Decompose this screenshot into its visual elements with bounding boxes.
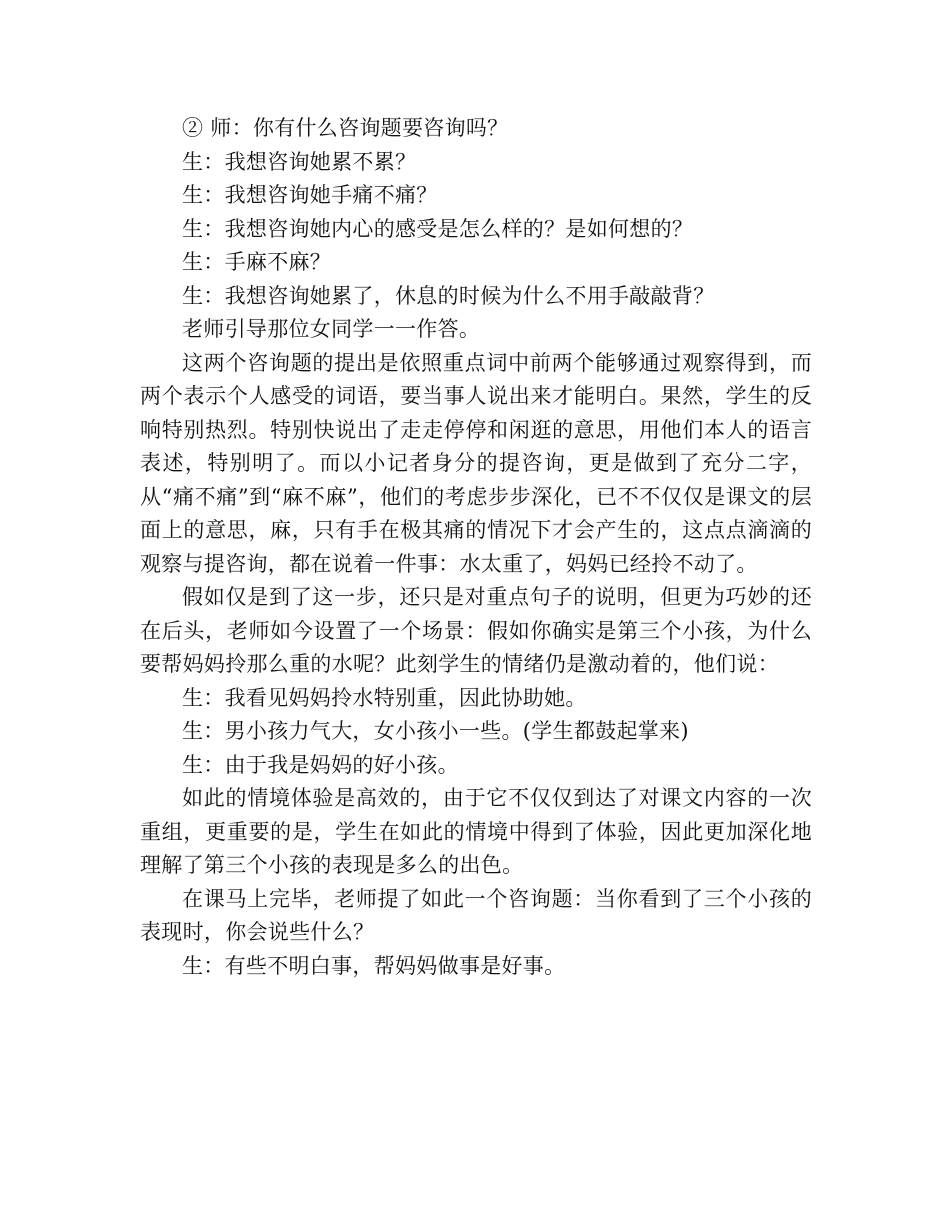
dialogue-student-line: 生：手麻不麻？ xyxy=(182,250,332,274)
narrative-paragraph: 这两个咨询题的提出是依照重点词中前两个能够通过观察得到，而两个表示个人感受的词语，要当事人说出来才能明白。果然，学生的反响特别热烈。特别快说出了走走停停和闲逛的意思，用他们本人的语言表述，特别明了。而以小记者身分的提咨询，更是做到了充分二字，从“痛不痛”到“麻不麻”，他们的考虑步步深化，已不不仅仅是课文的层面上的意思，麻，只有手在极其痛的情况下才会产生的，这点点滴滴的观察与提咨询，都在说着一件事：水太重了，妈妈已经拎不动了。 xyxy=(140,350,812,576)
dialogue-student-line: 生：我想咨询她手痛不痛？ xyxy=(182,183,438,207)
narrative-paragraph: 如此的情境体验是高效的，由于它不仅仅到达了对课文内容的一次重组，更重要的是，学生在如此的情境中得到了体验，因此更加深化地理解了第三个小孩的表现是多么的出色。 xyxy=(140,786,812,877)
dialogue-student-line: 生：我想咨询她内心的感受是怎么样的？是如何想的？ xyxy=(182,216,694,241)
narrative-paragraph: 假如仅是到了这一步，还只是对重点句子的说明，但更为巧妙的还在后头，老师如今设置了一个场景：假如你确实是第三个小孩，为什么要帮妈妈拎那么重的水呢？此刻学生的情绪仍是激动着的，他们说： xyxy=(140,585,812,676)
dialogue-student-line: 生：有些不明白事，帮妈妈做事是好事。 xyxy=(182,953,566,978)
document-body xyxy=(140,112,812,983)
dialogue-student-line: 生：我想咨询她累了，休息的时候为什么不用手敲敲背？ xyxy=(182,283,715,308)
dialogue-student-line: 生：男小孩力气大，女小孩小一些。(学生都鼓起掌来) xyxy=(182,719,689,743)
dialogue-student-line: 生：我想咨询她累不累？ xyxy=(182,149,417,174)
narrative-paragraph: 老师引导那位女同学一一作答。 xyxy=(182,317,481,341)
narrative-paragraph: 在课马上完毕，老师提了如此一个咨询题：当你看到了三个小孩的表现时，你会说些什么？ xyxy=(140,886,812,944)
dialogue-teacher-question: ② 师：你有什么咨询题要咨询吗？ xyxy=(182,116,509,140)
dialogue-student-line: 生：我看见妈妈拎水特别重，因此协助她。 xyxy=(182,685,587,710)
dialogue-student-line: 生：由于我是妈妈的好小孩。 xyxy=(182,752,459,777)
